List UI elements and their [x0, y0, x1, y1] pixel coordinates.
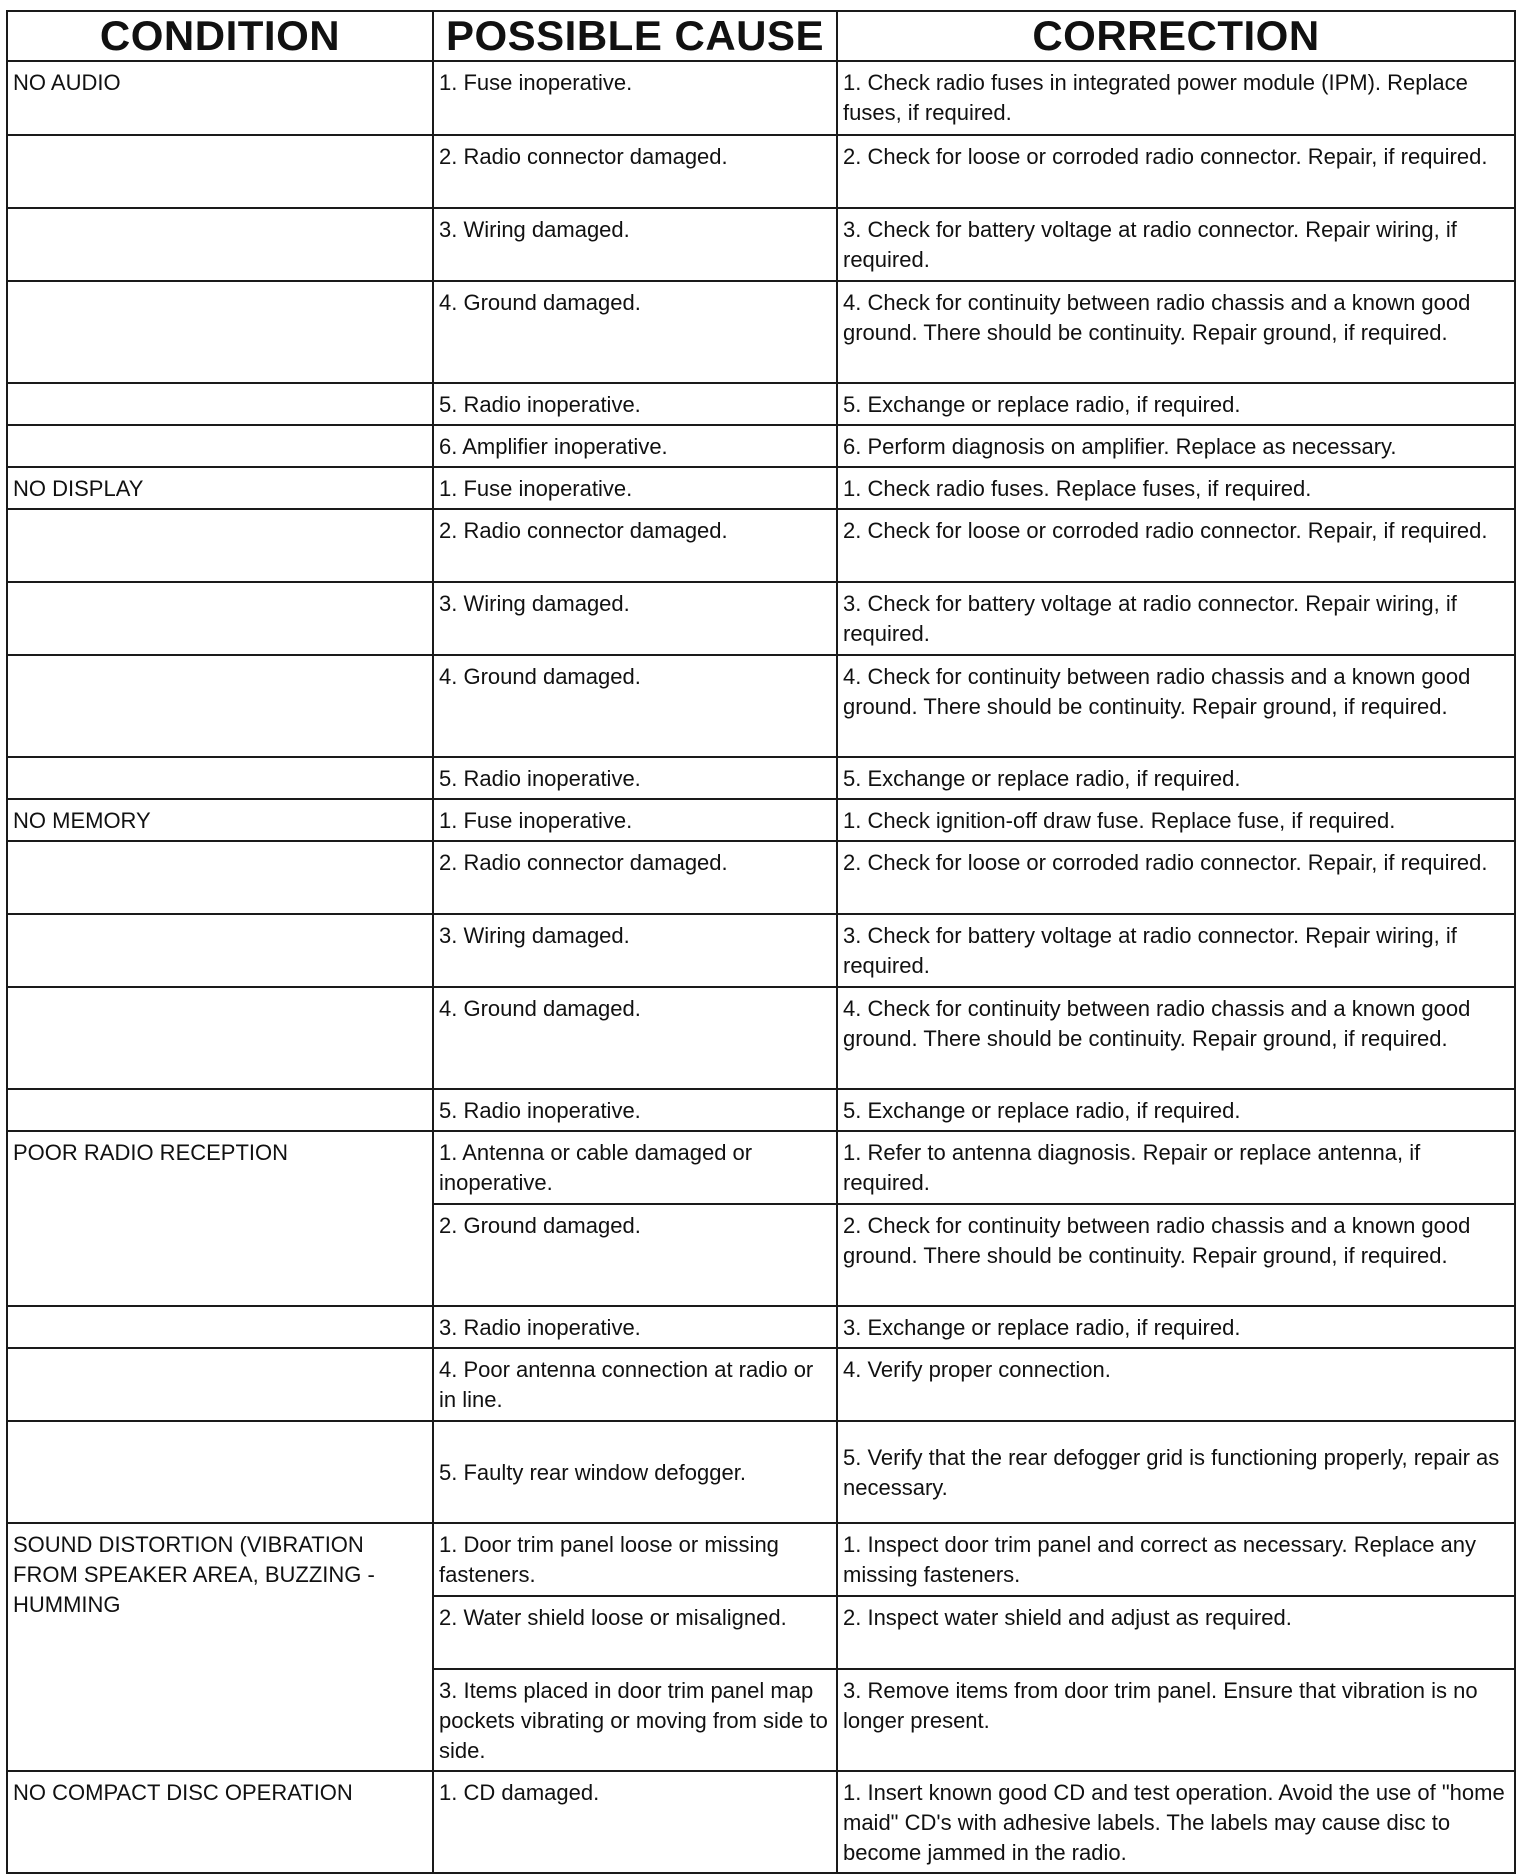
- condition-cell: [7, 383, 433, 425]
- condition-cell: [7, 914, 433, 987]
- table-row: [7, 841, 1515, 914]
- condition-cell: [7, 1348, 433, 1421]
- correction-cell: 2. Inspect water shield and adjust as required.: [837, 1596, 1515, 1669]
- correction-cell: 5. Exchange or replace radio, if required.: [837, 1089, 1515, 1131]
- condition-cell: NO COMPACT DISC OPERATION: [7, 1771, 433, 1873]
- correction-cell: 2. Check for continuity between radio chassis and a known good ground. There should be continuity. Repair ground, if required.: [837, 1204, 1515, 1306]
- correction-cell: 1. Inspect door trim panel and correct as necessary. Replace any missing fasteners.: [837, 1523, 1515, 1596]
- cause-cell: 5. Faulty rear window defogger.: [433, 1421, 837, 1523]
- correction-cell: 6. Perform diagnosis on amplifier. Replace as necessary.: [837, 425, 1515, 467]
- condition-cell: [7, 1089, 433, 1131]
- condition-cell: [7, 655, 433, 757]
- condition-cell: [7, 1306, 433, 1348]
- condition-cell: [7, 987, 433, 1089]
- header-correction: CORRECTION: [837, 11, 1515, 61]
- condition-cell: [7, 135, 433, 208]
- cause-cell: 3. Radio inoperative.: [433, 1306, 837, 1348]
- correction-cell: 3. Check for battery voltage at radio connector. Repair wiring, if required.: [837, 208, 1515, 281]
- table-row: [7, 1523, 1515, 1596]
- correction-cell: 5. Exchange or replace radio, if required.: [837, 383, 1515, 425]
- diagnosis-table-sheet: [6, 10, 1514, 1873]
- correction-cell: 1. Check ignition-off draw fuse. Replace fuse, if required.: [837, 799, 1515, 841]
- table-row: [7, 135, 1515, 208]
- table-row: [7, 757, 1515, 799]
- cause-cell: 3. Wiring damaged.: [433, 208, 837, 281]
- correction-cell: 1. Check radio fuses in integrated power module (IPM). Replace fuses, if required.: [837, 61, 1515, 135]
- condition-cell: POOR RADIO RECEPTION: [7, 1131, 433, 1306]
- correction-cell: 4. Verify proper connection.: [837, 1348, 1515, 1421]
- correction-cell: 3. Exchange or replace radio, if required.: [837, 1306, 1515, 1348]
- table-row: [7, 208, 1515, 281]
- table-row: [7, 987, 1515, 1089]
- table-row: [7, 383, 1515, 425]
- header-possible-cause: POSSIBLE CAUSE: [433, 11, 837, 61]
- correction-cell: 3. Remove items from door trim panel. Ensure that vibration is no longer present.: [837, 1669, 1515, 1771]
- cause-cell: 2. Radio connector damaged.: [433, 509, 837, 582]
- cause-cell: 4. Ground damaged.: [433, 987, 837, 1089]
- correction-cell: 2. Check for loose or corroded radio connector. Repair, if required.: [837, 841, 1515, 914]
- cause-cell: 1. Antenna or cable damaged or inoperative.: [433, 1131, 837, 1204]
- cause-cell: 2. Radio connector damaged.: [433, 135, 837, 208]
- table-row: [7, 1089, 1515, 1131]
- cause-cell: 3. Wiring damaged.: [433, 914, 837, 987]
- header-condition: CONDITION: [7, 11, 433, 61]
- condition-cell: [7, 208, 433, 281]
- cause-cell: 3. Items placed in door trim panel map pockets vibrating or moving from side to side.: [433, 1669, 837, 1771]
- correction-cell: 1. Insert known good CD and test operation. Avoid the use of "home maid" CD's with adhesive labels. The labels may cause disc to become jammed in the radio.: [837, 1771, 1515, 1873]
- correction-cell: 2. Check for loose or corroded radio connector. Repair, if required.: [837, 509, 1515, 582]
- cause-cell: 4. Poor antenna connection at radio or in line.: [433, 1348, 837, 1421]
- cause-cell: 6. Amplifier inoperative.: [433, 425, 837, 467]
- condition-cell: [7, 757, 433, 799]
- condition-cell: [7, 582, 433, 655]
- table-row: [7, 509, 1515, 582]
- cause-cell: 1. CD damaged.: [433, 1771, 837, 1873]
- cause-cell: 1. Fuse inoperative.: [433, 799, 837, 841]
- cause-cell: 5. Radio inoperative.: [433, 383, 837, 425]
- cause-cell: 1. Fuse inoperative.: [433, 467, 837, 509]
- table-row: [7, 61, 1515, 135]
- table-row: [7, 281, 1515, 383]
- cause-cell: 2. Radio connector damaged.: [433, 841, 837, 914]
- table-row: [7, 582, 1515, 655]
- correction-cell: 2. Check for loose or corroded radio connector. Repair, if required.: [837, 135, 1515, 208]
- correction-cell: 1. Check radio fuses. Replace fuses, if required.: [837, 467, 1515, 509]
- table-row: [7, 425, 1515, 467]
- table-row: [7, 799, 1515, 841]
- table-row: [7, 1771, 1515, 1873]
- cause-cell: 4. Ground damaged.: [433, 281, 837, 383]
- table-row: [7, 1306, 1515, 1348]
- cause-cell: 5. Radio inoperative.: [433, 757, 837, 799]
- condition-cell: SOUND DISTORTION (VIBRATION FROM SPEAKER AREA, BUZZING - HUMMING: [7, 1523, 433, 1771]
- cause-cell: 4. Ground damaged.: [433, 655, 837, 757]
- correction-cell: 4. Check for continuity between radio chassis and a known good ground. There should be continuity. Repair ground, if required.: [837, 987, 1515, 1089]
- condition-cell: [7, 509, 433, 582]
- table-row: [7, 655, 1515, 757]
- cause-cell: 1. Fuse inoperative.: [433, 61, 837, 135]
- condition-cell: [7, 281, 433, 383]
- correction-cell: 5. Verify that the rear defogger grid is functioning properly, repair as necessary.: [837, 1421, 1515, 1523]
- diagnosis-table: [6, 10, 1516, 1874]
- correction-cell: 3. Check for battery voltage at radio connector. Repair wiring, if required.: [837, 582, 1515, 655]
- condition-cell: NO MEMORY: [7, 799, 433, 841]
- header-row: [7, 11, 1515, 61]
- cause-cell: 2. Ground damaged.: [433, 1204, 837, 1306]
- condition-cell: NO DISPLAY: [7, 467, 433, 509]
- table-row: [7, 1421, 1515, 1523]
- condition-cell: [7, 1421, 433, 1523]
- cause-cell: 3. Wiring damaged.: [433, 582, 837, 655]
- condition-cell: [7, 425, 433, 467]
- condition-cell: NO AUDIO: [7, 61, 433, 135]
- correction-cell: 5. Exchange or replace radio, if required.: [837, 757, 1515, 799]
- table-row: [7, 914, 1515, 987]
- cause-cell: 2. Water shield loose or misaligned.: [433, 1596, 837, 1669]
- correction-cell: 4. Check for continuity between radio chassis and a known good ground. There should be continuity. Repair ground, if required.: [837, 281, 1515, 383]
- condition-cell: [7, 841, 433, 914]
- table-row: [7, 467, 1515, 509]
- correction-cell: 1. Refer to antenna diagnosis. Repair or replace antenna, if required.: [837, 1131, 1515, 1204]
- table-row: [7, 1131, 1515, 1204]
- table-row: [7, 1348, 1515, 1421]
- cause-cell: 1. Door trim panel loose or missing fasteners.: [433, 1523, 837, 1596]
- correction-cell: 4. Check for continuity between radio chassis and a known good ground. There should be continuity. Repair ground, if required.: [837, 655, 1515, 757]
- cause-cell: 5. Radio inoperative.: [433, 1089, 837, 1131]
- correction-cell: 3. Check for battery voltage at radio connector. Repair wiring, if required.: [837, 914, 1515, 987]
